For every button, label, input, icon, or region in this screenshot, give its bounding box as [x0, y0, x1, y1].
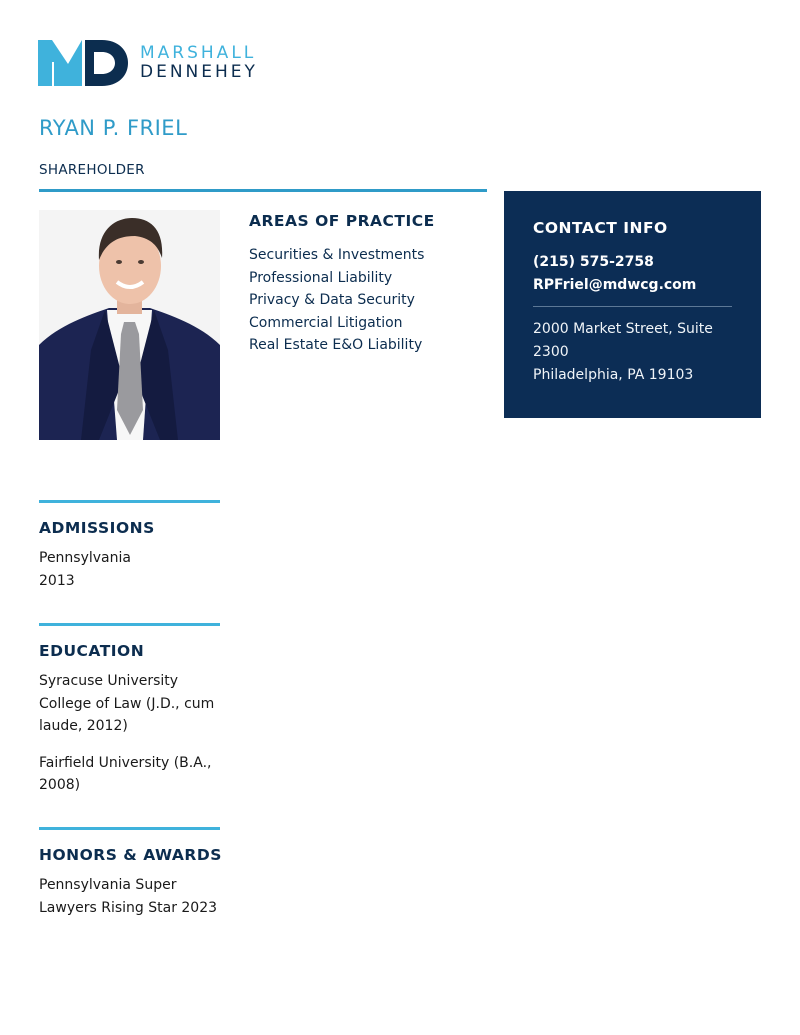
- contact-info-panel: [504, 191, 761, 418]
- honors-section: [39, 827, 220, 933]
- section-divider: [39, 827, 220, 830]
- section-divider: [39, 623, 220, 626]
- attorney-portrait: [39, 210, 220, 440]
- practice-item[interactable]: Professional Liability: [249, 269, 393, 286]
- admissions-section: [39, 500, 220, 606]
- areas-of-practice: [249, 212, 489, 357]
- practice-item[interactable]: Securities & Investments: [249, 247, 425, 263]
- phone-link[interactable]: (215) 575-2758: [533, 254, 654, 270]
- contact-info-heading: CONTACT INFO: [533, 219, 668, 237]
- education-section: [39, 623, 220, 811]
- practice-item[interactable]: Commercial Litigation: [249, 314, 403, 331]
- attorney-name: RYAN P. FRIEL: [39, 116, 188, 140]
- attorney-title: SHAREHOLDER: [39, 162, 145, 178]
- md-monogram-icon: [38, 38, 130, 88]
- admission-entry: [39, 547, 220, 592]
- logo-wordmark-top: MARSHALL: [140, 43, 257, 63]
- admission-state: Pennsylvania: [39, 550, 131, 566]
- education-heading: EDUCATION: [39, 642, 145, 660]
- email-link[interactable]: RPFriel@mdwcg.com: [533, 277, 697, 293]
- admission-year: 2013: [39, 572, 75, 589]
- header-divider: [39, 189, 487, 192]
- honors-heading: HONORS & AWARDS: [39, 846, 222, 864]
- education-entry: Fairfield University (B.A., 2008): [39, 754, 212, 793]
- firm-logo[interactable]: [38, 38, 268, 88]
- section-divider: [39, 500, 220, 503]
- address-line-2: Philadelphia, PA 19103: [533, 367, 694, 383]
- contact-divider: [533, 306, 732, 307]
- education-entry: Syracuse University College of Law (J.D., cum laude, 2012): [39, 673, 215, 734]
- address-line-1: 2000 Market Street, Suite 2300: [533, 321, 713, 360]
- practice-item[interactable]: Privacy & Data Security: [249, 292, 415, 308]
- admissions-heading: ADMISSIONS: [39, 519, 155, 537]
- practice-list: [249, 244, 489, 357]
- logo-wordmark-bottom: DENNEHEY: [140, 62, 258, 82]
- areas-of-practice-heading: AREAS OF PRACTICE: [249, 212, 435, 230]
- honor-entry: Pennsylvania Super Lawyers Rising Star 2023: [39, 877, 218, 916]
- practice-item[interactable]: Real Estate E&O Liability: [249, 337, 423, 353]
